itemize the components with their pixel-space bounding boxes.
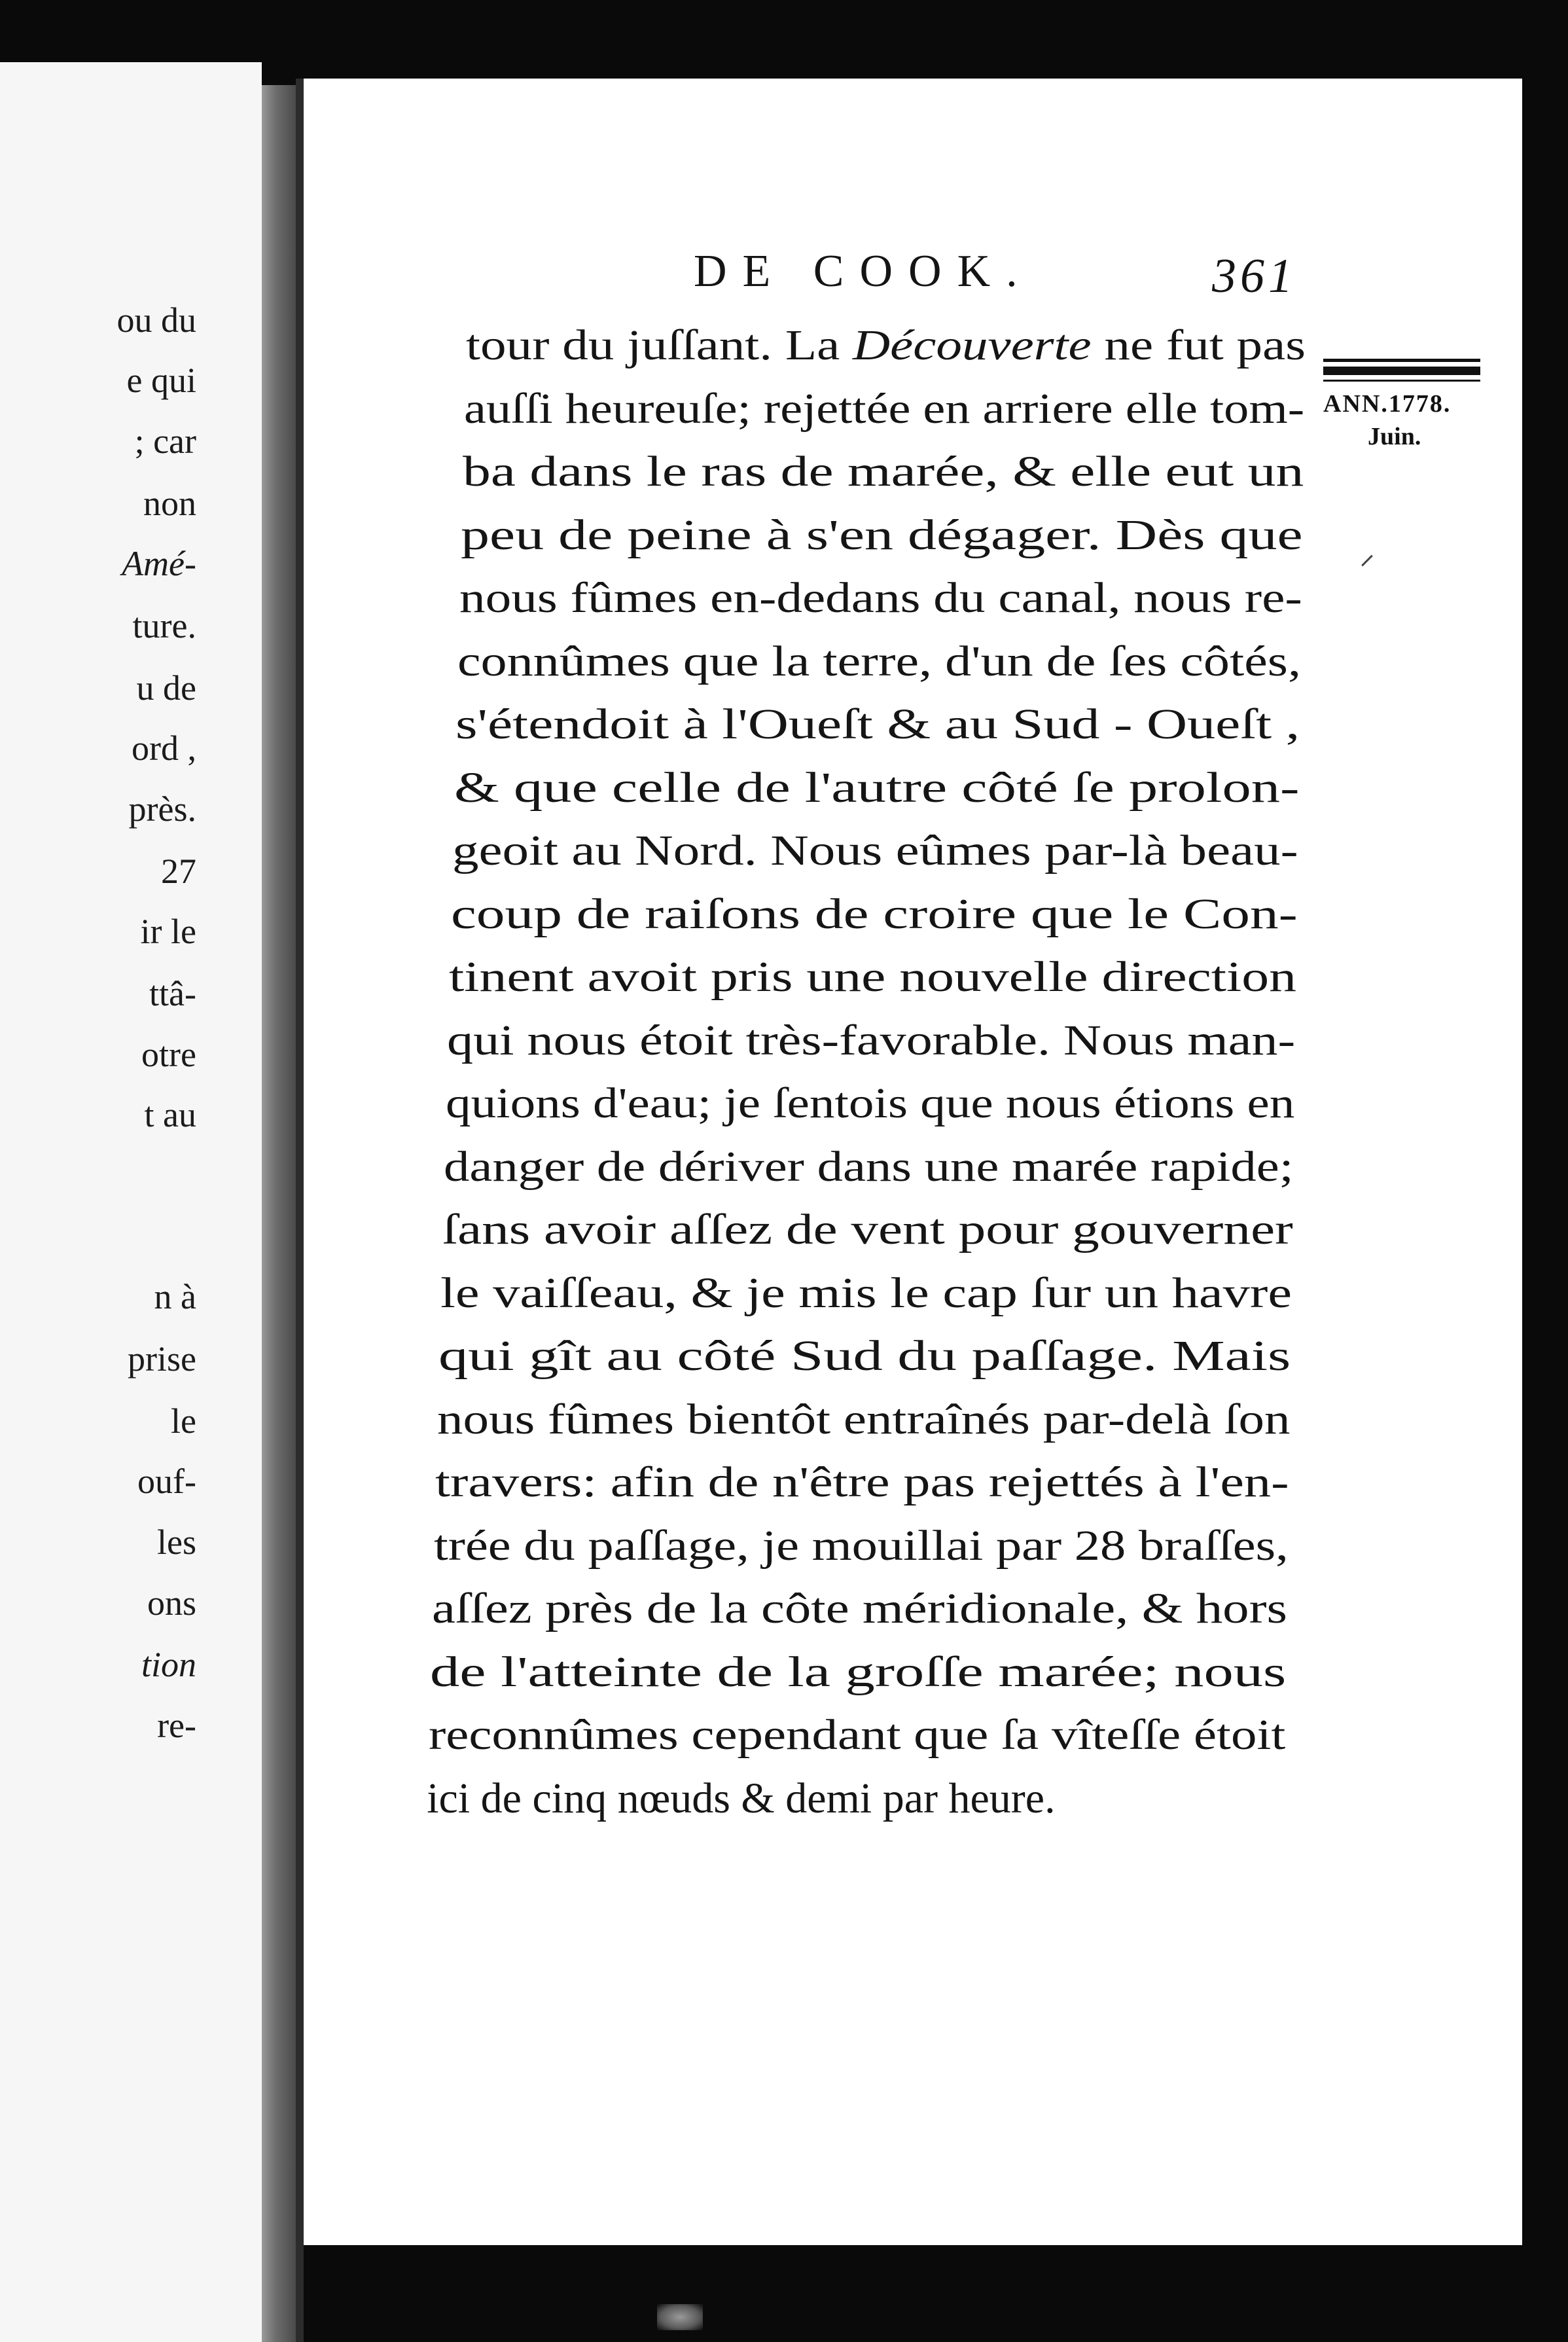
left-page-fragment: Amé- <box>122 544 196 583</box>
left-page-fragment: ture. <box>132 606 196 645</box>
body-line-text: travers: afin de n'être pas rejettés à l'en- <box>435 1458 1289 1506</box>
body-line-text: auſſi heureuſe; rejettée en arriere elle tom- <box>464 384 1305 433</box>
page-number: 361 <box>1212 249 1296 303</box>
body-line-text: trée du paſſage, je mouillai par 28 braſſes, <box>433 1521 1289 1570</box>
body-line-text: tour du juſſant. La Découverte ne fut pas <box>466 321 1306 369</box>
margin-note-year: ANN.1778. <box>1323 390 1452 418</box>
body-line-text: qui gît au côté Sud du paſſage. Mais <box>438 1332 1291 1380</box>
body-line-text: le vaiſſeau, & je mis le cap ſur un havre <box>440 1269 1292 1317</box>
gutter-shadow <box>296 79 304 2342</box>
left-page-fragment: u de <box>136 668 196 708</box>
margin-rule-top <box>1323 359 1480 362</box>
left-page-fragment: tion <box>141 1645 196 1684</box>
left-page-fragment: ord , <box>132 729 196 768</box>
body-line-text: tinent avoit pris une nouvelle direction <box>449 953 1297 1001</box>
left-page-fragment: prise <box>128 1339 196 1378</box>
left-page-fragment: près. <box>128 789 196 829</box>
body-line-text: de l'atteinte de la groſſe marée; nous <box>430 1648 1287 1696</box>
left-page-fragment: re- <box>157 1706 196 1745</box>
body-line-text: aſſez près de la côte méridionale, & hors <box>432 1585 1287 1632</box>
left-page-fragment: ttâ- <box>149 974 196 1013</box>
left-page-fragment: non <box>143 484 196 523</box>
body-line-text: nous fûmes bientôt entraînés par-delà ſon <box>437 1395 1291 1443</box>
ship-name: Découverte <box>853 321 1092 369</box>
body-line-text: ſans avoir aſſez de vent pour gouverner <box>442 1206 1293 1253</box>
body-line-text: nous fûmes en-dedans du canal, nous re- <box>459 574 1302 622</box>
left-page-fragment: le <box>171 1401 196 1441</box>
margin-rule-thick <box>1323 367 1480 375</box>
body-line-text: peu de peine à s'en dégager. Dès que <box>461 511 1303 559</box>
page-smudge <box>657 2304 703 2330</box>
body-line-text: ici de cinq nœuds & demi par heure. <box>427 1774 1056 1822</box>
margin-rule-bottom <box>1323 380 1480 382</box>
margin-note-month: Juin. <box>1368 423 1421 450</box>
left-page-fragment: n à <box>154 1277 196 1316</box>
left-page-fragment: ir le <box>140 912 196 951</box>
left-page-fragment: 27 <box>161 852 196 891</box>
body-line-text: danger de dériver dans une marée rapide; <box>444 1142 1294 1191</box>
body-line-text: & que celle de l'autre côté ſe prolon- <box>454 763 1300 812</box>
body-line-text: ba dans le ras de marée, & elle eut un <box>462 448 1304 495</box>
left-page-fragment: otre <box>141 1035 196 1074</box>
left-page <box>0 62 262 2342</box>
left-page-fragment: ou du <box>116 300 196 340</box>
body-line-text: geoit au Nord. Nous eûmes par-là beau- <box>452 827 1298 874</box>
book-gutter <box>262 85 296 2342</box>
left-page-fragment: t au <box>144 1095 196 1134</box>
body-line-text: quions d'eau; je ſentois que nous étions en <box>445 1079 1295 1127</box>
left-page-fragment: ; car <box>134 422 196 461</box>
left-page-fragment: ouf- <box>137 1462 196 1501</box>
left-page-fragment: e qui <box>126 361 196 400</box>
body-line-text: qui nous étoit très-favorable. Nous man- <box>447 1016 1296 1064</box>
left-page-fragment: les <box>157 1522 196 1562</box>
body-line-text: s'étendoit à l'Oueſt & au Sud - Oueſt , <box>455 700 1300 748</box>
running-head: DE COOK. <box>694 246 1033 297</box>
body-line-text: connûmes que la terre, d'un de ſes côtés, <box>457 637 1301 685</box>
left-page-fragment: ons <box>147 1583 196 1623</box>
body-line-text: reconnûmes cependant que ſa vîteſſe étoit <box>428 1711 1286 1759</box>
body-line-text: coup de raiſons de croire que le Con- <box>450 890 1298 938</box>
